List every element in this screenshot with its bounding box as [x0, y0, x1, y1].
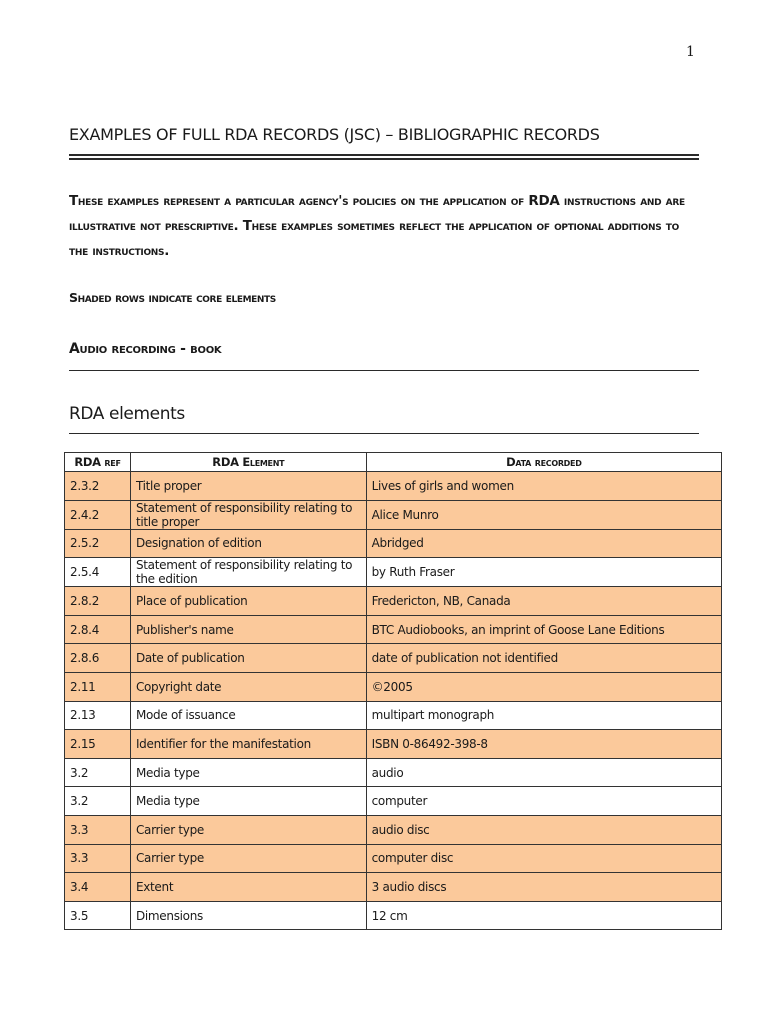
header-rda-ref: RDA ref [65, 453, 131, 472]
cell-rda-ref: 3.2 [65, 758, 131, 787]
cell-rda-ref: 2.4.2 [65, 500, 131, 529]
cell-rda-element: Date of publication [130, 644, 366, 673]
cell-rda-ref: 2.8.6 [65, 644, 131, 673]
table-row [65, 844, 722, 873]
table-row [65, 644, 722, 673]
cell-data-recorded: by Ruth Fraser [366, 558, 721, 587]
cell-rda-ref: 2.15 [65, 730, 131, 759]
cell-rda-element: Mode of issuance [130, 701, 366, 730]
cell-data-recorded: ISBN 0-86492-398-8 [366, 730, 721, 759]
cell-data-recorded: Alice Munro [366, 500, 721, 529]
intro-paragraph: These examples represent a particular agency's policies on the application of RDA instructions and are illustrative not prescriptive. These examples sometimes reflect the application of optional additions to the instructions. [69, 193, 685, 259]
cell-rda-element: Place of publication [130, 587, 366, 616]
cell-data-recorded: Lives of girls and women [366, 472, 721, 501]
table-row [65, 901, 722, 930]
cell-data-recorded: 3 audio discs [366, 873, 721, 902]
cell-rda-element: Extent [130, 873, 366, 902]
header-data-recorded: Data recorded [366, 453, 721, 472]
cell-rda-element: Title proper [130, 472, 366, 501]
cell-data-recorded: computer [366, 787, 721, 816]
cell-data-recorded: multipart monograph [366, 701, 721, 730]
table-row [65, 587, 722, 616]
cell-rda-ref: 3.2 [65, 787, 131, 816]
cell-rda-element: Media type [130, 787, 366, 816]
table-row [65, 500, 722, 529]
header-rda-element: RDA Element [130, 453, 366, 472]
cell-data-recorded: BTC Audiobooks, an imprint of Goose Lane Editions [366, 615, 721, 644]
table-row [65, 701, 722, 730]
cell-rda-ref: 3.5 [65, 901, 131, 930]
subheading-rule [69, 433, 699, 434]
cell-rda-element: Statement of responsibility relating to the edition [130, 558, 366, 587]
table-row [65, 758, 722, 787]
shading-note: Shaded rows indicate core elements [69, 290, 276, 305]
rda-elements-table [64, 452, 722, 930]
cell-data-recorded: audio [366, 758, 721, 787]
cell-rda-ref: 2.13 [65, 701, 131, 730]
cell-rda-ref: 2.3.2 [65, 472, 131, 501]
cell-rda-ref: 3.4 [65, 873, 131, 902]
cell-rda-ref: 2.8.2 [65, 587, 131, 616]
cell-rda-element: Publisher's name [130, 615, 366, 644]
cell-rda-element: Copyright date [130, 672, 366, 701]
cell-data-recorded: 12 cm [366, 901, 721, 930]
table-row [65, 615, 722, 644]
section-heading: Audio recording - book [69, 341, 222, 357]
table-row [65, 472, 722, 501]
table-row [65, 730, 722, 759]
cell-rda-ref: 2.5.4 [65, 558, 131, 587]
cell-rda-ref: 2.5.2 [65, 529, 131, 558]
cell-data-recorded: ©2005 [366, 672, 721, 701]
cell-data-recorded: Fredericton, NB, Canada [366, 587, 721, 616]
cell-rda-element: Carrier type [130, 815, 366, 844]
table-row [65, 529, 722, 558]
cell-rda-element: Identifier for the manifestation [130, 730, 366, 759]
cell-rda-element: Designation of edition [130, 529, 366, 558]
table-row [65, 873, 722, 902]
title-double-rule [69, 154, 699, 160]
table-row [65, 787, 722, 816]
cell-rda-ref: 2.8.4 [65, 615, 131, 644]
cell-data-recorded: Abridged [366, 529, 721, 558]
rda-elements-heading: RDA elements [69, 404, 185, 424]
cell-data-recorded: date of publication not identified [366, 644, 721, 673]
cell-data-recorded: audio disc [366, 815, 721, 844]
cell-rda-ref: 3.3 [65, 844, 131, 873]
document-title: EXAMPLES OF FULL RDA RECORDS (JSC) – BIBLIOGRAPHIC RECORDS [69, 125, 600, 144]
table-header-row [65, 453, 722, 472]
cell-rda-element: Dimensions [130, 901, 366, 930]
table-body [65, 472, 722, 930]
cell-data-recorded: computer disc [366, 844, 721, 873]
cell-rda-element: Carrier type [130, 844, 366, 873]
cell-rda-ref: 3.3 [65, 815, 131, 844]
cell-rda-ref: 2.11 [65, 672, 131, 701]
table-row [65, 672, 722, 701]
section-rule [69, 370, 699, 371]
table-row [65, 558, 722, 587]
cell-rda-element: Media type [130, 758, 366, 787]
table-row [65, 815, 722, 844]
cell-rda-element: Statement of responsibility relating to title proper [130, 500, 366, 529]
page-number: 1 [686, 44, 695, 60]
